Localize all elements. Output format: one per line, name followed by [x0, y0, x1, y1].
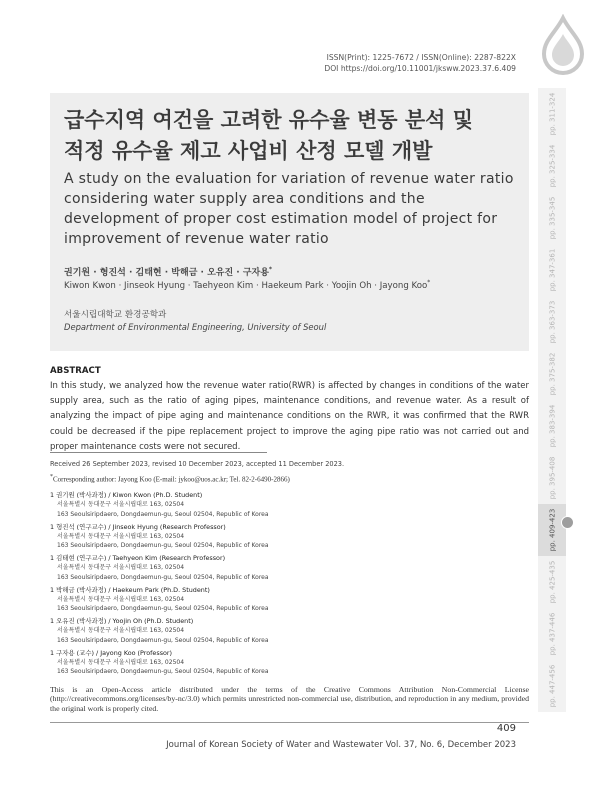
side-tab[interactable]: [538, 556, 566, 609]
footnote-divider: [50, 452, 267, 453]
doi[interactable]: DOI https://doi.org/10.11001/jksww.2023.37.6.409: [324, 64, 516, 73]
side-tab-label: pp. 395-408: [548, 456, 556, 500]
affiliation-korean: 서울시립대학교 환경공학과: [64, 310, 167, 320]
korean-title-line-1: 급수지역 여건을 고려한 유수율 변동 분석 및: [64, 108, 474, 132]
author-detail-name: 1 형진석 (연구교수) / Jinseok Hyung (Research Professor): [50, 522, 226, 531]
author-address-english: 163 Seoulsiripdaero, Dongdaemun-gu, Seoul 02504, Republic of Korea: [57, 605, 269, 613]
author-address-english: 163 Seoulsiripdaero, Dongdaemun-gu, Seoul 02504, Republic of Korea: [57, 636, 269, 644]
author-address-english: 163 Seoulsiripdaero, Dongdaemun-gu, Seoul 02504, Republic of Korea: [57, 510, 269, 518]
issn-doi-block: [324, 52, 516, 74]
side-tab[interactable]: [538, 452, 566, 505]
side-tab-active[interactable]: [538, 504, 566, 557]
korean-title: [64, 105, 524, 167]
side-tab-label: pp. 325-334: [548, 144, 556, 188]
author-detail: [50, 553, 350, 585]
author-address-korean: 서울특별시 동대문구 서울시립대로 163, 02504: [57, 627, 185, 634]
page-number: 409: [496, 723, 516, 734]
korean-title-line-2: 적정 유수율 제고 사업비 산정 모델 개발: [64, 139, 433, 163]
author-address-english: 163 Seoulsiripdaero, Dongdaemun-gu, Seoul 02504, Republic of Korea: [57, 668, 269, 676]
author-address-korean: 서울특별시 동대문구 서울시립대로 163, 02504: [57, 658, 185, 666]
side-tab-label: pp. 363-373: [548, 300, 556, 344]
side-tab-label: pp. 447-456: [548, 664, 556, 708]
authors-english-names: Kiwon Kwon · Jinseok Hyung · Taehyeon Kim · Haekeum Park · Yoojin Oh · Jayong Koo: [64, 280, 428, 291]
corresponding-author-note: [50, 474, 290, 483]
article-page-tabs: [538, 88, 566, 708]
author-detail: [50, 585, 350, 617]
author-address-korean: 서울특별시 동대문구 서울시립대로 163, 02504: [57, 532, 185, 540]
author-detail-name: 1 박해금 (박사과정) / Haekeum Park (Ph.D. Student): [50, 585, 210, 594]
side-tab[interactable]: [538, 660, 566, 713]
side-tab[interactable]: [538, 348, 566, 401]
journal-citation: Journal of Korean Society of Water and Wastewater Vol. 37, No. 6, December 2023: [166, 740, 516, 750]
author-detail: [50, 490, 350, 522]
footer-divider: [50, 722, 529, 723]
side-tab-label: pp. 425-435: [548, 560, 556, 604]
author-address-english: 163 Seoulsiripdaero, Dongdaemun-gu, Seoul 02504, Republic of Korea: [57, 542, 269, 550]
corresponding-mark: *: [50, 474, 53, 480]
corresponding-author-text: Corresponding author: Jayong Koo (E-mail: jykoo@uos.ac.kr; Tel. 82-2-6490-2866): [53, 475, 290, 484]
author-detail: [50, 616, 350, 648]
side-tab[interactable]: [538, 400, 566, 453]
side-tab-label: pp. 375-382: [548, 352, 556, 396]
affiliation-english: Department of Environmental Engineering, University of Seoul: [64, 322, 327, 332]
corresponding-author-mark: *: [268, 266, 273, 273]
author-details-list: [50, 490, 350, 679]
author-detail-name: 1 오유진 (박사과정) / Yoojin Oh (Ph.D. Student): [50, 617, 194, 625]
author-address-korean: 서울특별시 동대문구 서울시립대로 163, 02504: [57, 564, 185, 571]
author-address-korean: 서울특별시 동대문구 서울시립대로 163, 02504: [57, 501, 185, 508]
side-tab[interactable]: [538, 608, 566, 661]
author-detail: [50, 522, 350, 554]
author-detail-name: 1 구자용 (교수) / Jayong Koo (Professor): [50, 648, 173, 657]
corresponding-author-mark-english: *: [427, 279, 431, 286]
side-tab-label: pp. 347-361: [548, 248, 556, 292]
title-box: [50, 93, 529, 351]
active-tab-indicator: [561, 516, 574, 529]
side-tab-label: pp. 311-324: [548, 92, 556, 136]
side-tab-label: pp. 409-423: [548, 508, 556, 552]
author-address-english: 163 Seoulsiripdaero, Dongdaemun-gu, Seoul 02504, Republic of Korea: [57, 573, 269, 581]
side-tab[interactable]: [538, 296, 566, 349]
author-address-korean: 서울특별시 동대문구 서울시립대로 163, 02504: [57, 595, 185, 603]
authors-korean: [64, 265, 272, 278]
author-detail-name: 1 김태현 (연구교수) / Taehyeon Kim (Research Professor): [50, 554, 226, 562]
side-tab-label: pp. 437-446: [548, 612, 556, 656]
abstract-text: In this study, we analyzed how the revenue water ratio(RWR) is affected by changes in conditions of the water supply area, such as the ratio of aging pipes, maintenance conditions, and revenue water. As a result of analyzing the impact of pipe aging and maintenance conditions on the RWR, it was confirmed that the RWR could be decreased if the pipe replacement project to improve the aging pipe ratio was not carried out and proper maintenance costs were not secured.: [50, 381, 529, 452]
side-tab-label: pp. 383-394: [548, 404, 556, 448]
received-dates: Received 26 September 2023, revised 10 December 2023, accepted 11 December 2023.: [50, 460, 345, 468]
side-tab-label: pp. 335-345: [548, 196, 556, 240]
side-tab[interactable]: [538, 244, 566, 297]
water-drop-logo-icon: [532, 14, 594, 76]
side-tab[interactable]: [538, 88, 566, 141]
abstract-heading: ABSTRACT: [50, 366, 101, 376]
side-tab[interactable]: [538, 192, 566, 245]
authors-english: [64, 279, 430, 291]
issn: ISSN(Print): 1225-7672 / ISSN(Online): 2287-822X: [326, 53, 516, 62]
author-detail: [50, 648, 350, 680]
side-tab[interactable]: [538, 140, 566, 193]
authors-korean-names: 권기원 · 형진석 · 김태현 · 박해금 · 오유진 · 구자용: [64, 268, 269, 278]
license-statement: This is an Open-Access article distributed under the terms of the Creative Commons Attribution Non-Commercial License (http://creativecommons.org/licenses/by-nc/3.0) which permits unrestricted non-commercial use, distribution, and reproduction in any medium, provided the original work is properly cited.: [50, 685, 529, 713]
author-detail-name: 1 권기원 (박사과정) / Kiwon Kwon (Ph.D. Student): [50, 491, 203, 499]
journal-logo: [532, 14, 594, 76]
english-title: A study on the evaluation for variation of revenue water ratio considering water supply area conditions and the development of proper cost estimation model of project for improvement of revenue water ratio: [64, 171, 514, 247]
